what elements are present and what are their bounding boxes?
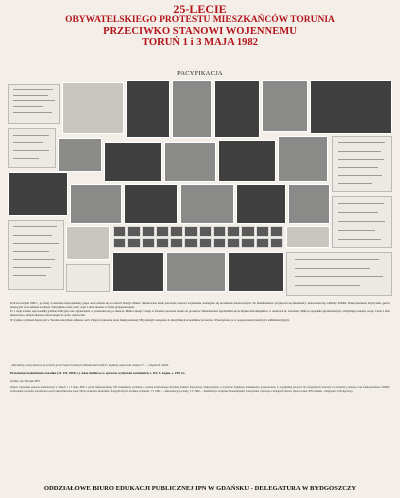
paragraph: Po 1 maja władze wprowadziły godzinę milicyjną oraz ograniczenia w poruszaniu się po mieście. Mimo represji 3 maja w Toruniu ponownie doszło do protestów. Demonstranci zgromadzili się na Rynku Staromiejskim i w okolicach ul. Szerokiej. Milicja rozpędziła zgromadzonych, zatrzymując kolejne osoby. Część z nich internowano, innych ukarano przez kolegia do spraw wykroczeń. xyxy=(10,309,390,318)
quote-text: „Wyrażamy swój stanowczy protest przeciwko brutalnym działaniom milicji i żądamy ukarania winnych” — fragment ulotki. xyxy=(10,363,170,367)
document-photo xyxy=(8,128,56,168)
street-photo xyxy=(214,80,260,138)
paragraph: Podczas festynu 1982 r., po mszy w katedrze świętojańskiej, grupa osób zebrała się na ulicach Starego Miasta. Skandowano hasła przeciwko stanowi wojennemu, domagano się uwolnienia internowanych. Do manifestantów przyłączali się mieszkańcy. Interweniowały oddziały ZOMO. Funkcjonariusze użyli pałek, gazów łzawiących oraz armatek wodnych. Zatrzymano wiele osób, część z nich skazano w trybie przyspieszonym. xyxy=(10,301,390,309)
footnotes-text: Zdjęcia wykonane podczas demonstracji w dniach 1 i 3 maja 1982 r. przez funkcjonariuszy SB. Dokumenty pochodzą z zasobu archiwalnego Instytutu Pamięci Narodowej. Wykorzystane w wystawie fragmenty dokumentów pozostawiono w oryginalnej pisowni. Na fotografiach widoczni są uczestnicy protestu oraz funkcjonariusze ZOMO. Zestawienie portretów przedstawia osoby identyfikowane przez SB na podstawie materiałów fotograficznych. Kronika wydarzeń: 1 V 1982 — demonstracja po mszy; 3 V 1982 — manifestacja na Rynku Staromiejskim; zatrzymania i represje w kolejnych dniach. Opracowanie: IPN Gdańsk – Delegatura w Bydgoszczy. xyxy=(10,386,390,393)
portrait-photo xyxy=(270,226,283,237)
portrait-photo xyxy=(256,238,269,249)
street-photo xyxy=(262,80,308,132)
photo-collage xyxy=(8,80,392,300)
portrait-photo xyxy=(241,238,254,249)
poster-header xyxy=(0,0,400,68)
portrait-photo xyxy=(170,238,183,249)
document-photo xyxy=(62,82,124,134)
portrait-photo xyxy=(156,226,169,237)
title-anniversary: 25-LECIE xyxy=(173,2,227,16)
portrait-photo xyxy=(113,238,126,249)
section-label: PACYFIKACJA xyxy=(177,70,223,77)
main-text xyxy=(10,302,390,324)
poster-footer: ODDZIAŁOWE BIURO EDUKACJI PUBLICZNEJ IPN W GDAŃSKU - DELEGATURA W BYDGOSZCZY xyxy=(43,485,357,492)
portrait-photo xyxy=(113,226,126,237)
portrait-photo xyxy=(127,238,140,249)
crowd-photo xyxy=(218,140,276,182)
portrait-photo xyxy=(199,226,212,237)
portrait-photo xyxy=(227,238,240,249)
title-date: TORUŃ 1 i 3 MAJA 1982 xyxy=(141,37,259,49)
street-photo xyxy=(126,80,170,138)
footnotes-heading: Źródło: Archiwum IPN. xyxy=(10,379,41,383)
portrait-photo xyxy=(170,226,183,237)
document-photo xyxy=(332,196,392,248)
title-protest: OBYWATELSKIEGO PROTESTU MIESZKAŃCÓW TORUNIA xyxy=(65,15,335,25)
portrait-photo xyxy=(227,226,240,237)
police-photo xyxy=(166,252,226,292)
portrait-photo xyxy=(184,238,197,249)
crowd-photo xyxy=(112,252,164,292)
street-photo xyxy=(66,226,110,260)
portrait-photo xyxy=(156,238,169,249)
crowd-photo xyxy=(8,172,68,216)
paragraph: W wyniku wydarzeń majowych w Toruniu zatrzymano kilkaset osób. Zdjęcia wykonane przez funkcjonariuszy SB posłużyły następnie do identyfikacji uczestników protestów. Wykorzystano je w postępowaniach karnych i administracyjnych. xyxy=(10,317,290,322)
street-photo xyxy=(58,138,102,172)
portrait-photo xyxy=(127,226,140,237)
crowd-photo xyxy=(164,142,216,182)
title-martial-law: PRZECIWKO STANOWI WOJENNEMU xyxy=(103,25,297,37)
portrait-photo xyxy=(213,238,226,249)
document-photo xyxy=(332,136,392,192)
portrait-photo xyxy=(142,226,155,237)
portrait-photo xyxy=(270,238,283,249)
street-photo xyxy=(180,184,234,224)
street-photo xyxy=(70,184,122,224)
street-photo xyxy=(310,80,392,134)
suspect-portraits-grid xyxy=(113,226,283,248)
portrait-photo xyxy=(213,226,226,237)
portrait-photo xyxy=(142,238,155,249)
crowd-photo xyxy=(236,184,286,224)
portrait-photo xyxy=(199,238,212,249)
crowd-photo xyxy=(228,252,284,292)
document-photo xyxy=(286,252,392,296)
document-photo xyxy=(8,84,60,124)
document-photo xyxy=(66,264,110,292)
street-photo xyxy=(288,184,330,224)
crowd-photo xyxy=(124,184,178,224)
street-photo xyxy=(172,80,212,138)
document-photo xyxy=(286,226,330,248)
crowd-photo xyxy=(104,142,162,182)
portrait-photo xyxy=(241,226,254,237)
street-photo xyxy=(278,136,328,182)
document-photo xyxy=(8,220,64,290)
portrait-photo xyxy=(256,226,269,237)
portrait-photo xyxy=(184,226,197,237)
source-note: Protokół przesłuchania świadka (11. III. 2006 r.). Akta śledztwa w sprawie wydarzeń toruńskich, t. III. 2. kopia, s. 198 i n. xyxy=(10,371,186,375)
